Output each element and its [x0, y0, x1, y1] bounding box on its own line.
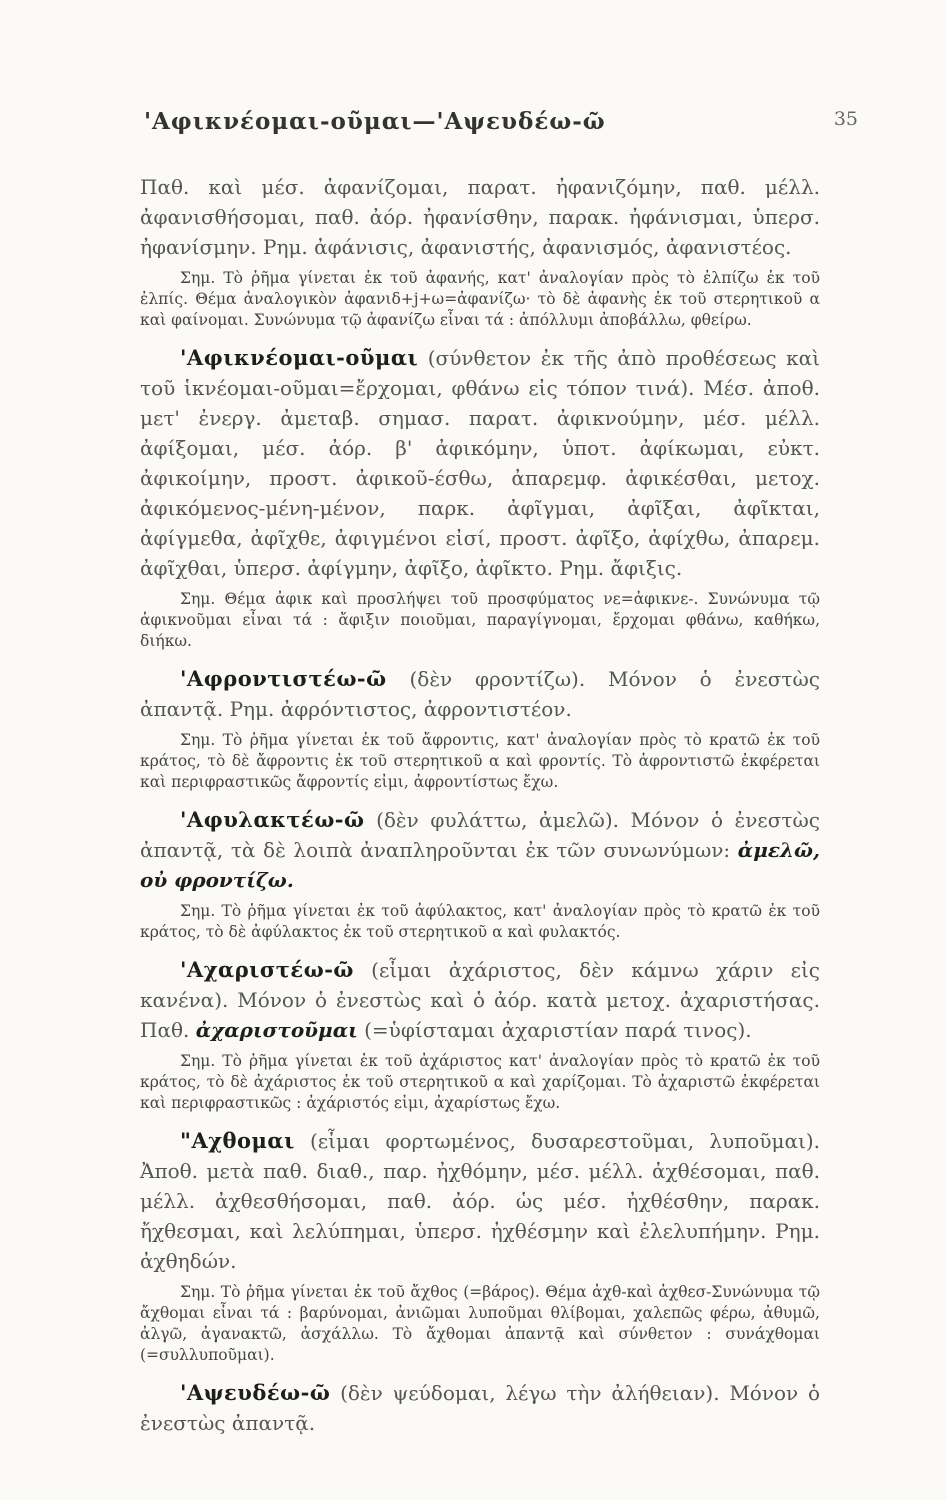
entry-note: Σημ. Τὸ ῥῆμα γίνεται ἐκ τοῦ ἀφανής, κατ' ἀναλογίαν πρὸς τὸ ἐλπίζω ἐκ τοῦ ἐλπίς. Θέμα ἀναλογικὸν ἀφανιδ+j+ω=ἀφανίζω· τὸ δὲ ἀφανὴς ἐκ τοῦ στερητικοῦ α καὶ φαίνομαι. Συνώνυμα τῷ ἀφανίζω εἶναι τά : ἀπόλλυμι ἀποβάλλω, φθείρω. [140, 269, 820, 329]
entry-note: Σημ. Τὸ ῥῆμα γίνεται ἐκ τοῦ ἀφύλακτος, κατ' ἀναλογίαν πρὸς τὸ κρατῶ ἐκ τοῦ κράτος, τὸ δὲ ἀφύλακτος ἐκ τοῦ στερητικοῦ α καὶ φυλακτός. [140, 902, 820, 941]
entry-acharisto [140, 955, 820, 1114]
entry-headword: 'Αφυλακτέω-ῶ [180, 807, 365, 832]
running-head: 'Αφικνέομαι-οῦμαι—'Αψευδέω-ῶ [144, 108, 606, 135]
entry-achthomai [140, 1126, 820, 1366]
entry-text: (δὲν φροντίζω). Μόνον ὁ ἐνεστὼς ἀπαντᾷ. Ρημ. ἀφρόντιστος, ἀφροντιστέον. [140, 667, 820, 721]
entry-passive-bold: ἀχαριστοῦμαι [195, 1018, 358, 1042]
entry-text: Παθ. καὶ μέσ. ἀφανίζομαι, παρατ. ἠφανιζόμην, παθ. μέλλ. ἀφανισθήσομαι, παθ. ἀόρ. ἠφανίσθην, παρακ. ἠφάνισμαι, ὑπερσ. ἠφανίσμην. Ρημ. ἀφάνισις, ἀφανιστής, ἀφανισμός, ἀφανιστέος. [140, 175, 820, 259]
entry-headword: 'Αχαριστέω-ῶ [180, 957, 354, 982]
entry-note: Σημ. Τὸ ῥῆμα γίνεται ἐκ τοῦ ἀχάριστος κατ' ἀναλογίαν πρὸς τὸ κρατῶ ἐκ τοῦ κράτος, τὸ δὲ ἀχάριστος ἐκ τοῦ στερητικοῦ α καὶ χαρίζομαι. Τὸ ἀχαριστῶ ἐκφέρεται καὶ περιφραστικῶς : ἀχάριστός εἰμι, ἀχαρίστως ἔχω. [140, 1052, 820, 1112]
entry-headword: "Αχθομαι [180, 1128, 295, 1153]
entry-text: (εἶμαι ἀχάριστος, δὲν κάμνω χάριν εἰς κανένα). Μόνον ὁ ἐνεστὼς καὶ ὁ ἀόρ. κατὰ μετοχ. ἀχαριστήσας. Παθ. [140, 958, 820, 1042]
entry-synonyms-bold: ἀμελῶ, οὐ φροντίζω. [140, 838, 821, 892]
entry-apseudo [140, 1378, 820, 1438]
entry-text: (εἶμαι φορτωμένος, δυσαρεστοῦμαι, λυποῦμαι). Ἀποθ. μετὰ παθ. διαθ., παρ. ἠχθόμην, μέσ. μέλλ. ἀχθέσομαι, παθ. μέλλ. ἀχθεσθήσομαι, παθ. ἀόρ. ὡς μέσ. ἠχθέσθην, παρακ. ἤχθεσμαι, καὶ λελύπημαι, ὑπερσ. ἠχθέσμην καὶ ἐλελυπήμην. Ρημ. ἀχθηδών. [140, 1129, 820, 1273]
entry-headword: 'Αφικνέομαι-οῦμαι [180, 345, 419, 370]
entry-headword: 'Αψευδέω-ῶ [180, 1380, 331, 1405]
entry-afiknoumai [140, 343, 820, 652]
entry-text: (δὲν φυλάττω, ἀμελῶ). Μόνον ὁ ἐνεστὼς ἀπαντᾷ, τὰ δὲ λοιπὰ ἀναπληροῦνται ἐκ τῶν συνωνύμων: [140, 808, 820, 862]
entry-text-after: (=ὑφίσταμαι ἀχαριστίαν παρά τινος). [364, 1018, 752, 1042]
entry-note: Σημ. Τὸ ῥῆμα γίνεται ἐκ τοῦ ἄφροντις, κατ' ἀναλογίαν πρὸς τὸ κρατῶ ἐκ τοῦ κράτος, τὸ δὲ ἄφροντις ἐκ τοῦ στερητικοῦ α καὶ φροντίς. Τὸ ἀφροντιστῶ ἐκφέρεται καὶ περιφραστικῶς ἄφροντίς εἰμι, ἀφροντίστως ἔχω. [140, 731, 820, 791]
entry-note: Σημ. Τὸ ῥῆμα γίνεται ἐκ τοῦ ἄχθος (=βάρος). Θέμα ἀχθ-καὶ ἀχθεσ-Συνώνυμα τῷ ἄχθομαι εἶναι τά : βαρύνομαι, ἀνιῶμαι λυποῦμαι θλίβομαι, χαλεπῶς φέρω, ἀθυμῶ, ἀλγῶ, ἀγανακτῶ, ἀσχάλλω. Τὸ ἄχθομαι ἀπαντᾷ καὶ σύνθετον : συνάχθομαι (=συλλυποῦμαι). [140, 1283, 820, 1364]
continuation-entry [140, 172, 820, 331]
entry-note: Σημ. Θέμα ἀφικ καὶ προσλήψει τοῦ προσφύματος νε=ἀφικνε-. Συνώνυμα τῷ ἀφικνοῦμαι εἶναι τά : ἄφιξιν ποιοῦμαι, παραγίγνομαι, ἔρχομαι φθάνω, καθήκω, διήκω. [140, 590, 820, 650]
entry-afylakto [140, 805, 820, 943]
entry-text: (δὲν ψεύδομαι, λέγω τὴν ἀλήθειαν). Μόνον ὁ ἐνεστὼς ἀπαντᾷ. [140, 1381, 820, 1435]
entry-text: (σύνθετον ἐκ τῆς ἀπὸ προθέσεως καὶ τοῦ ἱκνέομαι-οῦμαι=ἔρχομαι, φθάνω εἰς τόπον τινά). Μέσ. ἀποθ. μετ' ἐνεργ. ἀμεταβ. σημασ. παρατ. ἀφικνούμην, μέσ. μέλλ. ἀφίξομαι, μέσ. ἀόρ. β' ἀφικόμην, ὑποτ. ἀφίκωμαι, εὐκτ. ἀφικοίμην, προστ. ἀφικοῦ-έσθω, ἀπαρεμφ. ἀφικέσθαι, μετοχ. ἀφικόμενος-μένη-μένον, παρκ. ἀφῖγμαι, ἀφῖξαι, ἀφῖκται, ἀφίγμεθα, ἀφῖχθε, ἀφιγμένοι εἰσί, προστ. ἀφῖξο, ἀφίχθω, ἀπαρεμ. ἀφῖχθαι, ὑπερσ. ἀφίγμην, ἀφῖξο, ἀφῖκτο. Ρημ. ἄφιξις. [140, 346, 820, 580]
entry-afrontisto [140, 664, 820, 793]
page-content [140, 172, 820, 1450]
page-header [0, 108, 946, 148]
page-number: 35 [833, 108, 858, 130]
entry-headword: 'Αφροντιστέω-ῶ [180, 666, 387, 691]
